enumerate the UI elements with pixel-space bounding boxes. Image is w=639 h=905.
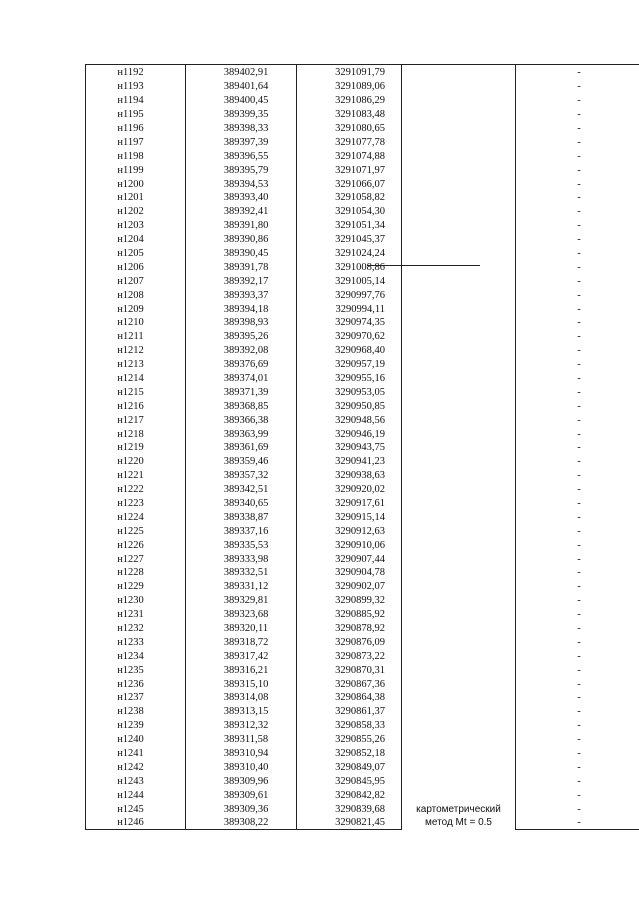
point-id-cell: н1218 xyxy=(86,426,186,440)
point-id-cell: н1227 xyxy=(86,551,186,565)
point-id-cell: н1226 xyxy=(86,537,186,551)
status-cell: - xyxy=(516,107,639,121)
x-coordinate-cell: 389392,41 xyxy=(186,204,297,218)
table-row xyxy=(86,357,639,371)
table-row xyxy=(86,134,639,148)
status-cell: - xyxy=(516,732,639,746)
status-cell: - xyxy=(516,773,639,787)
table-row xyxy=(86,565,639,579)
y-coordinate-cell: 3291091,79 xyxy=(297,65,402,79)
status-cell: - xyxy=(516,246,639,260)
x-coordinate-cell: 389337,16 xyxy=(186,523,297,537)
point-id-cell: н1231 xyxy=(86,607,186,621)
x-coordinate-cell: 389309,61 xyxy=(186,787,297,801)
method-divider-line xyxy=(367,265,480,266)
status-cell: - xyxy=(516,440,639,454)
table-row xyxy=(86,746,639,760)
x-coordinate-cell: 389401,64 xyxy=(186,79,297,93)
point-id-cell: н1221 xyxy=(86,468,186,482)
table-row xyxy=(86,635,639,649)
table-row xyxy=(86,329,639,343)
status-cell: - xyxy=(516,301,639,315)
status-cell: - xyxy=(516,801,639,815)
table-row xyxy=(86,204,639,218)
status-cell: - xyxy=(516,565,639,579)
table-row xyxy=(86,468,639,482)
x-coordinate-cell: 389391,80 xyxy=(186,218,297,232)
table-row xyxy=(86,593,639,607)
y-coordinate-cell: 3290955,16 xyxy=(297,371,402,385)
point-id-cell: н1236 xyxy=(86,676,186,690)
status-cell: - xyxy=(516,259,639,273)
status-cell: - xyxy=(516,648,639,662)
x-coordinate-cell: 389390,45 xyxy=(186,246,297,260)
x-coordinate-cell: 389310,94 xyxy=(186,746,297,760)
point-id-cell: н1228 xyxy=(86,565,186,579)
y-coordinate-cell: 3290974,35 xyxy=(297,315,402,329)
y-coordinate-cell: 3291045,37 xyxy=(297,232,402,246)
table-row xyxy=(86,523,639,537)
table-row xyxy=(86,579,639,593)
x-coordinate-cell: 389335,53 xyxy=(186,537,297,551)
x-coordinate-cell: 389399,35 xyxy=(186,107,297,121)
x-coordinate-cell: 389340,65 xyxy=(186,496,297,510)
table-row xyxy=(86,121,639,135)
status-cell: - xyxy=(516,371,639,385)
x-coordinate-cell: 389314,08 xyxy=(186,690,297,704)
status-cell: - xyxy=(516,65,639,79)
y-coordinate-cell: 3291083,48 xyxy=(297,107,402,121)
x-coordinate-cell: 389361,69 xyxy=(186,440,297,454)
point-id-cell: н1195 xyxy=(86,107,186,121)
table-row xyxy=(86,148,639,162)
status-cell: - xyxy=(516,412,639,426)
point-id-cell: н1242 xyxy=(86,760,186,774)
status-cell: - xyxy=(516,398,639,412)
status-cell: - xyxy=(516,176,639,190)
x-coordinate-cell: 389320,11 xyxy=(186,621,297,635)
y-coordinate-cell: 3290861,37 xyxy=(297,704,402,718)
table-row xyxy=(86,343,639,357)
y-coordinate-cell: 3290864,38 xyxy=(297,690,402,704)
status-cell: - xyxy=(516,343,639,357)
table-row xyxy=(86,398,639,412)
x-coordinate-cell: 389397,39 xyxy=(186,134,297,148)
y-coordinate-cell: 3290941,23 xyxy=(297,454,402,468)
point-id-cell: н1223 xyxy=(86,496,186,510)
method-note-line2: метод Mt = 0.5 xyxy=(425,816,492,828)
table-row xyxy=(86,79,639,93)
x-coordinate-cell: 389390,86 xyxy=(186,232,297,246)
point-id-cell: н1210 xyxy=(86,315,186,329)
x-coordinate-cell: 389329,81 xyxy=(186,593,297,607)
status-cell: - xyxy=(516,218,639,232)
point-id-cell: н1215 xyxy=(86,384,186,398)
status-cell: - xyxy=(516,482,639,496)
table-row xyxy=(86,218,639,232)
y-coordinate-cell: 3290920,02 xyxy=(297,482,402,496)
y-coordinate-cell: 3290968,40 xyxy=(297,343,402,357)
status-cell: - xyxy=(516,579,639,593)
point-id-cell: н1233 xyxy=(86,635,186,649)
point-id-cell: н1230 xyxy=(86,593,186,607)
x-coordinate-cell: 389392,17 xyxy=(186,273,297,287)
x-coordinate-cell: 389402,91 xyxy=(186,65,297,79)
point-id-cell: н1194 xyxy=(86,93,186,107)
point-id-cell: н1206 xyxy=(86,259,186,273)
x-coordinate-cell: 389309,96 xyxy=(186,773,297,787)
y-coordinate-cell: 3290997,76 xyxy=(297,287,402,301)
table-row xyxy=(86,760,639,774)
point-id-cell: н1211 xyxy=(86,329,186,343)
point-id-cell: н1240 xyxy=(86,732,186,746)
y-coordinate-cell: 3290994,11 xyxy=(297,301,402,315)
x-coordinate-cell: 389311,58 xyxy=(186,732,297,746)
table-row xyxy=(86,551,639,565)
status-cell: - xyxy=(516,93,639,107)
table-row xyxy=(86,301,639,315)
x-coordinate-cell: 389333,98 xyxy=(186,551,297,565)
y-coordinate-cell: 3290885,92 xyxy=(297,607,402,621)
point-id-cell: н1192 xyxy=(86,65,186,79)
status-cell: - xyxy=(516,760,639,774)
x-coordinate-cell: 389366,38 xyxy=(186,412,297,426)
y-coordinate-cell: 3290938,63 xyxy=(297,468,402,482)
x-coordinate-cell: 389359,46 xyxy=(186,454,297,468)
x-coordinate-cell: 389398,93 xyxy=(186,315,297,329)
x-coordinate-cell: 389395,79 xyxy=(186,162,297,176)
point-id-cell: н1238 xyxy=(86,704,186,718)
y-coordinate-cell: 3291071,97 xyxy=(297,162,402,176)
point-id-cell: н1237 xyxy=(86,690,186,704)
status-cell: - xyxy=(516,162,639,176)
status-cell: - xyxy=(516,551,639,565)
status-cell: - xyxy=(516,454,639,468)
status-cell: - xyxy=(516,815,639,829)
y-coordinate-cell: 3291054,30 xyxy=(297,204,402,218)
status-cell: - xyxy=(516,384,639,398)
y-coordinate-cell: 3291051,34 xyxy=(297,218,402,232)
x-coordinate-cell: 389323,68 xyxy=(186,607,297,621)
table-row xyxy=(86,190,639,204)
y-coordinate-cell: 3290876,09 xyxy=(297,635,402,649)
point-id-cell: н1234 xyxy=(86,648,186,662)
point-id-cell: н1196 xyxy=(86,121,186,135)
y-coordinate-cell: 3290858,33 xyxy=(297,718,402,732)
x-coordinate-cell: 389357,32 xyxy=(186,468,297,482)
y-coordinate-cell: 3291008,86 xyxy=(297,259,402,273)
table-row xyxy=(86,440,639,454)
status-cell: - xyxy=(516,607,639,621)
x-coordinate-cell: 389391,78 xyxy=(186,259,297,273)
x-coordinate-cell: 389376,69 xyxy=(186,357,297,371)
table-row xyxy=(86,287,639,301)
point-id-cell: н1204 xyxy=(86,232,186,246)
table-row xyxy=(86,676,639,690)
status-cell: - xyxy=(516,190,639,204)
status-cell: - xyxy=(516,426,639,440)
table-row xyxy=(86,496,639,510)
status-cell: - xyxy=(516,134,639,148)
status-cell: - xyxy=(516,746,639,760)
table-row xyxy=(86,65,639,79)
x-coordinate-cell: 389318,72 xyxy=(186,635,297,649)
y-coordinate-cell: 3290878,92 xyxy=(297,621,402,635)
point-id-cell: н1213 xyxy=(86,357,186,371)
table-row xyxy=(86,732,639,746)
x-coordinate-cell: 389310,40 xyxy=(186,760,297,774)
y-coordinate-cell: 3290849,07 xyxy=(297,760,402,774)
point-id-cell: н1224 xyxy=(86,510,186,524)
point-id-cell: н1201 xyxy=(86,190,186,204)
y-coordinate-cell: 3291074,88 xyxy=(297,148,402,162)
y-coordinate-cell: 3290904,78 xyxy=(297,565,402,579)
y-coordinate-cell: 3290902,07 xyxy=(297,579,402,593)
y-coordinate-cell: 3290899,32 xyxy=(297,593,402,607)
point-id-cell: н1198 xyxy=(86,148,186,162)
table-row xyxy=(86,454,639,468)
table-row xyxy=(86,412,639,426)
status-cell: - xyxy=(516,510,639,524)
point-id-cell: н1199 xyxy=(86,162,186,176)
coordinates-table xyxy=(85,64,639,830)
table-row xyxy=(86,704,639,718)
status-cell: - xyxy=(516,357,639,371)
y-coordinate-cell: 3290970,62 xyxy=(297,329,402,343)
table-row xyxy=(86,426,639,440)
table-row xyxy=(86,273,639,287)
status-cell: - xyxy=(516,593,639,607)
x-coordinate-cell: 389363,99 xyxy=(186,426,297,440)
status-cell: - xyxy=(516,79,639,93)
y-coordinate-cell: 3291089,06 xyxy=(297,79,402,93)
point-id-cell: н1245 xyxy=(86,801,186,815)
point-id-cell: н1241 xyxy=(86,746,186,760)
x-coordinate-cell: 389394,18 xyxy=(186,301,297,315)
point-id-cell: н1208 xyxy=(86,287,186,301)
table-row xyxy=(86,315,639,329)
table-row xyxy=(86,371,639,385)
point-id-cell: н1229 xyxy=(86,579,186,593)
status-cell: - xyxy=(516,787,639,801)
point-id-cell: н1225 xyxy=(86,523,186,537)
point-id-cell: н1207 xyxy=(86,273,186,287)
status-cell: - xyxy=(516,523,639,537)
table-row xyxy=(86,232,639,246)
point-id-cell: н1244 xyxy=(86,787,186,801)
status-cell: - xyxy=(516,690,639,704)
y-coordinate-cell: 3291005,14 xyxy=(297,273,402,287)
method-note-line1: картометрический xyxy=(416,804,501,816)
table-row xyxy=(86,718,639,732)
x-coordinate-cell: 389315,10 xyxy=(186,676,297,690)
point-id-cell: н1235 xyxy=(86,662,186,676)
x-coordinate-cell: 389392,08 xyxy=(186,343,297,357)
point-id-cell: н1222 xyxy=(86,482,186,496)
point-id-cell: н1239 xyxy=(86,718,186,732)
status-cell: - xyxy=(516,315,639,329)
x-coordinate-cell: 389398,33 xyxy=(186,121,297,135)
y-coordinate-cell: 3290912,63 xyxy=(297,523,402,537)
y-coordinate-cell: 3290915,14 xyxy=(297,510,402,524)
status-cell: - xyxy=(516,287,639,301)
y-coordinate-cell: 3291080,65 xyxy=(297,121,402,135)
status-cell: - xyxy=(516,718,639,732)
table-row xyxy=(86,176,639,190)
x-coordinate-cell: 389400,45 xyxy=(186,93,297,107)
table-row xyxy=(86,621,639,635)
status-cell: - xyxy=(516,662,639,676)
x-coordinate-cell: 389316,21 xyxy=(186,662,297,676)
status-cell: - xyxy=(516,273,639,287)
table-row xyxy=(86,246,639,260)
y-coordinate-cell: 3291077,78 xyxy=(297,134,402,148)
x-coordinate-cell: 389342,51 xyxy=(186,482,297,496)
status-cell: - xyxy=(516,468,639,482)
y-coordinate-cell: 3290852,18 xyxy=(297,746,402,760)
table-row xyxy=(86,384,639,398)
y-coordinate-cell: 3290957,19 xyxy=(297,357,402,371)
status-cell: - xyxy=(516,148,639,162)
status-cell: - xyxy=(516,329,639,343)
x-coordinate-cell: 389394,53 xyxy=(186,176,297,190)
table-row xyxy=(86,801,639,815)
point-id-cell: н1246 xyxy=(86,815,186,829)
x-coordinate-cell: 389368,85 xyxy=(186,398,297,412)
status-cell: - xyxy=(516,621,639,635)
point-id-cell: н1214 xyxy=(86,371,186,385)
x-coordinate-cell: 389312,32 xyxy=(186,718,297,732)
table-row xyxy=(86,607,639,621)
y-coordinate-cell: 3290867,36 xyxy=(297,676,402,690)
y-coordinate-cell: 3290839,68 xyxy=(297,801,402,815)
y-coordinate-cell: 3290907,44 xyxy=(297,551,402,565)
table-row xyxy=(86,662,639,676)
table-row xyxy=(86,648,639,662)
x-coordinate-cell: 389309,36 xyxy=(186,801,297,815)
status-cell: - xyxy=(516,232,639,246)
point-id-cell: н1202 xyxy=(86,204,186,218)
y-coordinate-cell: 3290917,61 xyxy=(297,496,402,510)
method-cell-empty xyxy=(402,65,516,260)
table-row xyxy=(86,482,639,496)
table-row xyxy=(86,259,639,273)
y-coordinate-cell: 3290845,95 xyxy=(297,773,402,787)
point-id-cell: н1197 xyxy=(86,134,186,148)
point-id-cell: н1219 xyxy=(86,440,186,454)
y-coordinate-cell: 3290821,45 xyxy=(297,815,402,829)
table-row xyxy=(86,93,639,107)
point-id-cell: н1200 xyxy=(86,176,186,190)
x-coordinate-cell: 389393,37 xyxy=(186,287,297,301)
method-cell xyxy=(402,259,516,829)
table-row xyxy=(86,162,639,176)
x-coordinate-cell: 389313,15 xyxy=(186,704,297,718)
y-coordinate-cell: 3291086,29 xyxy=(297,93,402,107)
x-coordinate-cell: 389393,40 xyxy=(186,190,297,204)
y-coordinate-cell: 3290946,19 xyxy=(297,426,402,440)
x-coordinate-cell: 389395,26 xyxy=(186,329,297,343)
table-row xyxy=(86,537,639,551)
y-coordinate-cell: 3290943,75 xyxy=(297,440,402,454)
point-id-cell: н1232 xyxy=(86,621,186,635)
point-id-cell: н1209 xyxy=(86,301,186,315)
status-cell: - xyxy=(516,635,639,649)
status-cell: - xyxy=(516,676,639,690)
table-row xyxy=(86,815,639,829)
table-row xyxy=(86,510,639,524)
y-coordinate-cell: 3290950,85 xyxy=(297,398,402,412)
y-coordinate-cell: 3290870,31 xyxy=(297,662,402,676)
x-coordinate-cell: 389338,87 xyxy=(186,510,297,524)
point-id-cell: н1243 xyxy=(86,773,186,787)
y-coordinate-cell: 3291024,24 xyxy=(297,246,402,260)
x-coordinate-cell: 389332,51 xyxy=(186,565,297,579)
status-cell: - xyxy=(516,204,639,218)
status-cell: - xyxy=(516,704,639,718)
x-coordinate-cell: 389374,01 xyxy=(186,371,297,385)
x-coordinate-cell: 389331,12 xyxy=(186,579,297,593)
y-coordinate-cell: 3290873,22 xyxy=(297,648,402,662)
table-row xyxy=(86,690,639,704)
point-id-cell: н1193 xyxy=(86,79,186,93)
status-cell: - xyxy=(516,121,639,135)
point-id-cell: н1217 xyxy=(86,412,186,426)
point-id-cell: н1212 xyxy=(86,343,186,357)
y-coordinate-cell: 3290953,05 xyxy=(297,384,402,398)
y-coordinate-cell: 3290910,06 xyxy=(297,537,402,551)
y-coordinate-cell: 3290855,26 xyxy=(297,732,402,746)
x-coordinate-cell: 389396,55 xyxy=(186,148,297,162)
point-id-cell: н1203 xyxy=(86,218,186,232)
y-coordinate-cell: 3290842,82 xyxy=(297,787,402,801)
point-id-cell: н1205 xyxy=(86,246,186,260)
coordinates-table-body xyxy=(86,65,639,830)
status-cell: - xyxy=(516,537,639,551)
x-coordinate-cell: 389308,22 xyxy=(186,815,297,829)
y-coordinate-cell: 3290948,56 xyxy=(297,412,402,426)
y-coordinate-cell: 3291058,82 xyxy=(297,190,402,204)
point-id-cell: н1220 xyxy=(86,454,186,468)
point-id-cell: н1216 xyxy=(86,398,186,412)
x-coordinate-cell: 389317,42 xyxy=(186,648,297,662)
table-row xyxy=(86,787,639,801)
x-coordinate-cell: 389371,39 xyxy=(186,384,297,398)
table-row xyxy=(86,773,639,787)
status-cell: - xyxy=(516,496,639,510)
y-coordinate-cell: 3291066,07 xyxy=(297,176,402,190)
table-row xyxy=(86,107,639,121)
